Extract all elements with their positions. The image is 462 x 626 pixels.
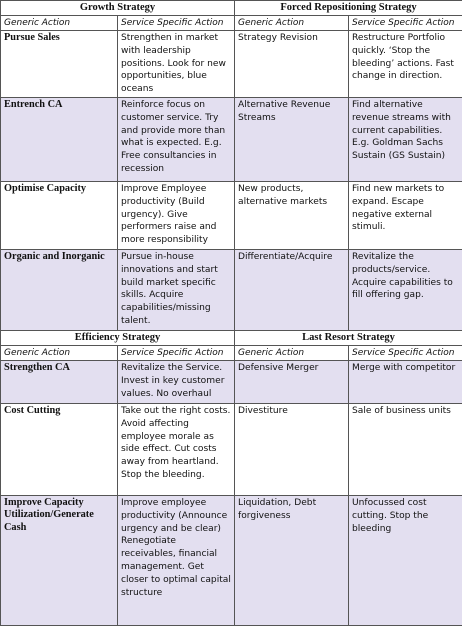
column-header-row (1, 16, 462, 31)
service-action-cell: Strengthen in market with leadership positions. Look for new opportunities, blue oceans (118, 31, 235, 98)
generic-action-cell: Improve Capacity Utilization/Generate Cash (1, 495, 118, 625)
column-header: Generic Action (235, 16, 349, 31)
service-action-cell: Merge with competitor (349, 360, 462, 403)
column-header: Generic Action (1, 16, 118, 31)
column-header-row (1, 345, 462, 360)
generic-action-cell: Optimise Capacity (1, 181, 118, 249)
table-row (1, 181, 462, 249)
service-action-cell: Restructure Portfolio quickly. ‘Stop the bleeding’ actions. Fast change in direction. (349, 31, 462, 98)
generic-action-cell: Alternative Revenue Streams (235, 97, 349, 181)
section-header-row (1, 1, 462, 16)
service-action-cell: Improve employee productivity (Announce urgency and be clear) Renegotiate receivables, financial management. Get closer to optimal capital structure (118, 495, 235, 625)
column-header: Service Specific Action (118, 16, 235, 31)
generic-action-cell: Organic and Inorganic (1, 249, 118, 330)
service-action-cell: Revitalize the Service. Invest in key customer values. No overhaul (118, 360, 235, 403)
service-action-cell: Unfocussed cost cutting. Stop the bleeding (349, 495, 462, 625)
service-action-cell: Reinforce focus on customer service. Try and provide more than what is expected. E.g. Free consultancies in recession (118, 97, 235, 181)
service-action-cell: Take out the right costs. Avoid affecting employee morale as side effect. Cut costs away from heartland. Stop the bleeding. (118, 403, 235, 495)
growth-strategy-header: Growth Strategy (1, 1, 235, 16)
column-header: Service Specific Action (349, 345, 462, 360)
efficiency-strategy-header: Efficiency Strategy (1, 330, 235, 345)
service-action-cell: Pursue in-house innovations and start build market specific skills. Acquire capabilities/missing talent. (118, 249, 235, 330)
column-header: Generic Action (235, 345, 349, 360)
generic-action-cell: Liquidation, Debt forgiveness (235, 495, 349, 625)
service-action-cell: Improve Employee productivity (Build urgency). Give performers raise and more responsibility (118, 181, 235, 249)
table-row (1, 403, 462, 495)
generic-action-cell: Pursue Sales (1, 31, 118, 98)
generic-action-cell: Cost Cutting (1, 403, 118, 495)
table-row (1, 249, 462, 330)
generic-action-cell: Strengthen CA (1, 360, 118, 403)
table-row (1, 97, 462, 181)
service-action-cell: Find new markets to expand. Escape negative external stimuli. (349, 181, 462, 249)
column-header: Service Specific Action (349, 16, 462, 31)
service-action-cell: Revitalize the products/service. Acquire capabilities to fill offering gap. (349, 249, 462, 330)
generic-action-cell: Strategy Revision (235, 31, 349, 98)
generic-action-cell: New products, alternative markets (235, 181, 349, 249)
table-row (1, 495, 462, 625)
generic-action-cell: Defensive Merger (235, 360, 349, 403)
section-header-row (1, 330, 462, 345)
last-resort-header: Last Resort Strategy (235, 330, 462, 345)
table-row (1, 31, 462, 98)
service-action-cell: Find alternative revenue streams with current capabilities. E.g. Goldman Sachs Sustain (GS Sustain) (349, 97, 462, 181)
service-action-cell: Sale of business units (349, 403, 462, 495)
generic-action-cell: Divestiture (235, 403, 349, 495)
generic-action-cell: Differentiate/Acquire (235, 249, 349, 330)
column-header: Generic Action (1, 345, 118, 360)
column-header: Service Specific Action (118, 345, 235, 360)
forced-repositioning-header: Forced Repositioning Strategy (235, 1, 462, 16)
generic-action-cell: Entrench CA (1, 97, 118, 181)
table-row (1, 360, 462, 403)
